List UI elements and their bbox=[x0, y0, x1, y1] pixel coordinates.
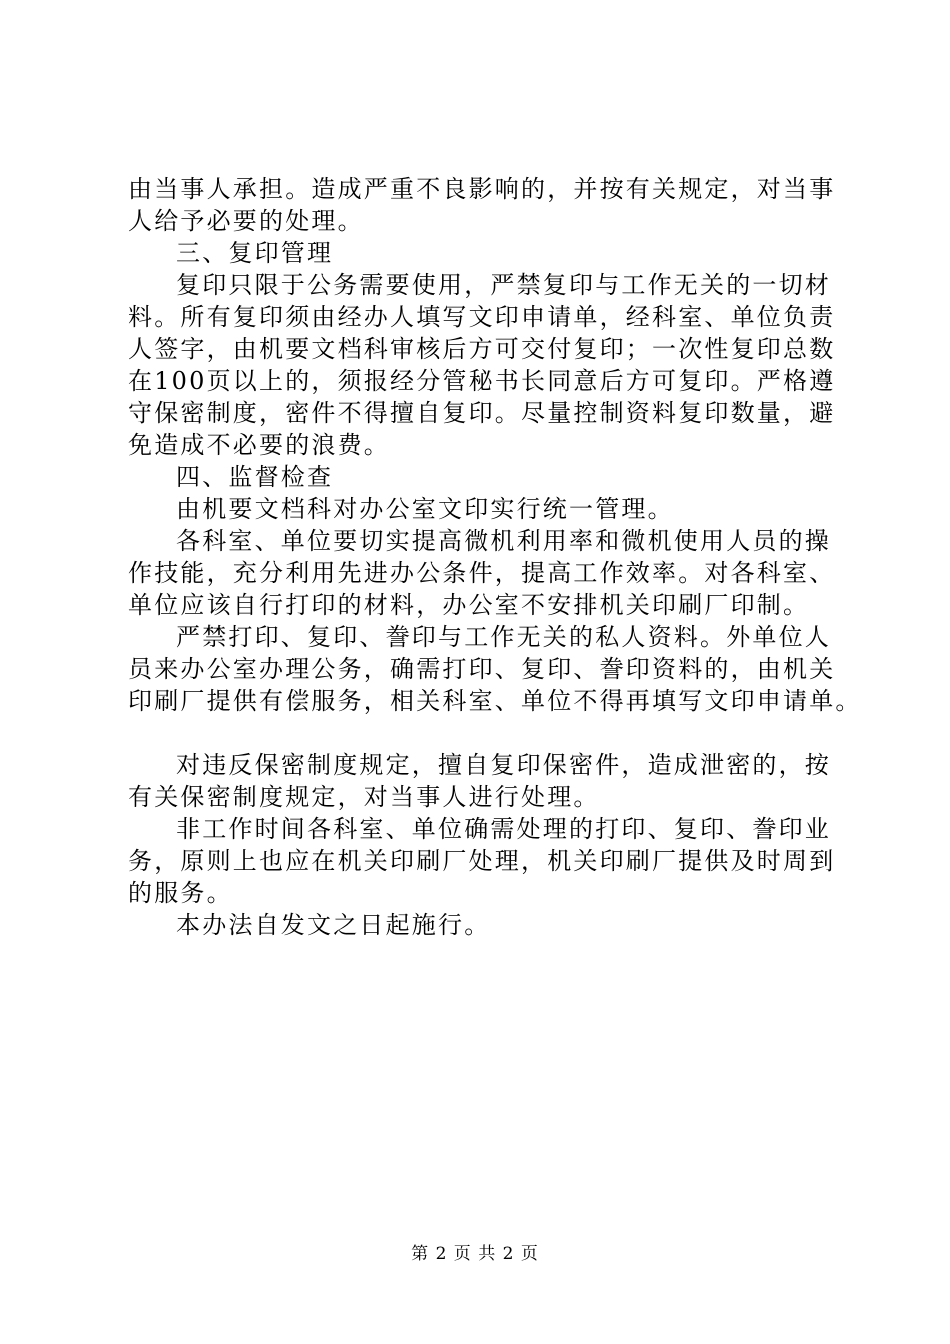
paragraph-line: 在100页以上的，须报经分管秘书长同意后方可复印。严格遵 bbox=[128, 367, 836, 395]
page-number-footer: 第 2 页 共 2 页 bbox=[411, 1244, 539, 1264]
paragraph-line: 对违反保密制度规定，擅自复印保密件，造成泄密的，按 bbox=[176, 751, 831, 779]
document-body bbox=[128, 173, 862, 941]
paragraph-line: 本办法自发文之日起施行。 bbox=[176, 911, 491, 939]
paragraph-line: 的服务。 bbox=[128, 879, 233, 907]
paragraph-line: 复印只限于公务需要使用，严禁复印与工作无关的一切材 bbox=[176, 271, 831, 299]
paragraph-line: 由当事人承担。造成严重不良影响的，并按有关规定，对当事 bbox=[128, 175, 836, 203]
paragraph-line: 非工作时间各科室、单位确需处理的打印、复印、誊印业 bbox=[176, 815, 831, 843]
paragraph-line: 作技能，充分利用先进办公条件，提高工作效率。对各科室、 bbox=[128, 559, 836, 587]
paragraph-line: 单位应该自行打印的材料，办公室不安排机关印刷厂印制。 bbox=[128, 591, 810, 619]
paragraph-line: 人签字，由机要文档科审核后方可交付复印；一次性复印总数 bbox=[128, 335, 836, 363]
paragraph-line: 严禁打印、复印、誊印与工作无关的私人资料。外单位人 bbox=[176, 623, 831, 651]
paragraph-line: 印刷厂提供有偿服务，相关科室、单位不得再填写文印申请单。 bbox=[128, 687, 862, 715]
paragraph-line: 免造成不必要的浪费。 bbox=[128, 431, 390, 459]
paragraph-line: 人给予必要的处理。 bbox=[128, 207, 364, 235]
section-heading-copy-management: 三、复印管理 bbox=[176, 239, 334, 267]
paragraph-line: 员来办公室办理公务，确需打印、复印、誊印资料的，由机关 bbox=[128, 655, 836, 683]
paragraph-line: 守保密制度，密件不得擅自复印。尽量控制资料复印数量，避 bbox=[128, 399, 836, 427]
paragraph-line: 料。所有复印须由经办人填写文印申请单，经科室、单位负责 bbox=[128, 303, 836, 331]
paragraph-line: 务，原则上也应在机关印刷厂处理，机关印刷厂提供及时周到 bbox=[128, 847, 836, 875]
section-heading-supervision: 四、监督检查 bbox=[176, 463, 334, 491]
paragraph-gap bbox=[128, 717, 848, 749]
paragraph-line: 有关保密制度规定，对当事人进行处理。 bbox=[128, 783, 600, 811]
paragraph-line: 各科室、单位要切实提高微机利用率和微机使用人员的操 bbox=[176, 527, 831, 555]
paragraph-line: 由机要文档科对办公室文印实行统一管理。 bbox=[176, 495, 674, 523]
